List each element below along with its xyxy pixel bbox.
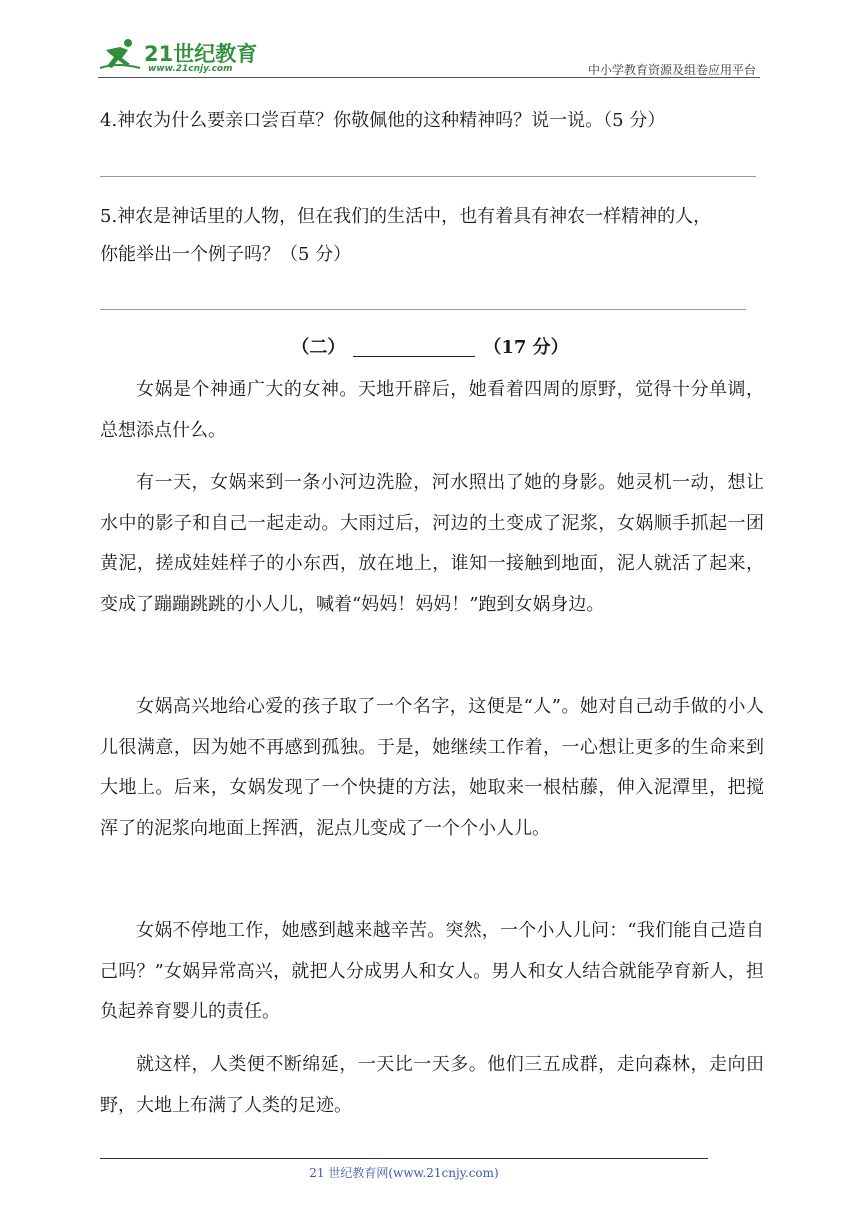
question-4: [100, 102, 760, 140]
answer-line-5[interactable]: [100, 309, 746, 310]
section-score: （17 分）: [483, 337, 569, 358]
passage-paragraph: 有一天，女娲来到一条小河边洗脸，河水照出了她的身影。她灵机一动，想让水中的影子和自己一起走动。大雨过后，河边的土变成了泥浆，女娲顺手抓起一团黄泥，搓成娃娃样子的小东西，放在地上，谁知一接触到地面，泥人就活了起来，变成了蹦蹦跳跳的小人儿，喊着“妈妈！妈妈！”跑到女娲身边。: [100, 472, 764, 615]
logo-text: 21世纪教育: [144, 42, 258, 66]
footer-divider: [100, 1158, 708, 1159]
logo-url: www.21cnjy.com: [148, 64, 233, 74]
question-text: 你能举出一个例子吗？（5 分）: [100, 244, 352, 265]
page-header: [98, 34, 760, 78]
footer-text[interactable]: 21 世纪教育网(www.21cnjy.com): [309, 1166, 499, 1180]
title-blank[interactable]: [353, 336, 475, 357]
platform-tagline: 中小学教育资源及组卷应用平台: [587, 63, 756, 77]
section-number: （二）: [291, 337, 346, 358]
question-text: 4.神农为什么要亲口尝百草？你敬佩他的这种精神吗？说一说。（5 分）: [100, 110, 666, 131]
answer-line-4[interactable]: [100, 176, 756, 177]
passage-paragraph: 女娲不停地工作，她感到越来越辛苦。突然，一个小人儿问：“我们能自己造自己吗？”女娲异常高兴，就把人分成男人和女人。男人和女人结合就能孕育新人，担负起养育婴儿的责任。: [100, 920, 764, 1023]
passage-paragraph: 女娲是个神通广大的女神。天地开辟后，她看着四周的原野，觉得十分单调，总想添点什么。: [100, 379, 764, 441]
passage-paragraph: 女娲高兴地给心爱的孩子取了一个名字，这便是“人”。她对自己动手做的小人儿很满意，因为她不再感到孤独。于是，她继续工作着，一心想让更多的生命来到大地上。后来，女娲发现了一个快捷的方法，她取来一根枯藤，伸入泥潭里，把搅浑了的泥浆向地面上挥洒，泥点儿变成了一个个小人儿。: [100, 696, 764, 839]
section-title: [100, 331, 760, 365]
question-text: 5.神农是神话里的人物，但在我们的生活中，也有着具有神农一样精神的人，: [100, 206, 712, 227]
header-divider: [98, 77, 760, 78]
passage-paragraph: 就这样，人类便不断绵延，一天比一天多。他们三五成群，走向森林，走向田野，大地上布满了人类的足迹。: [100, 1054, 764, 1116]
site-logo[interactable]: [98, 34, 268, 76]
runner-logo-icon: [98, 38, 142, 74]
question-5: [100, 198, 760, 274]
